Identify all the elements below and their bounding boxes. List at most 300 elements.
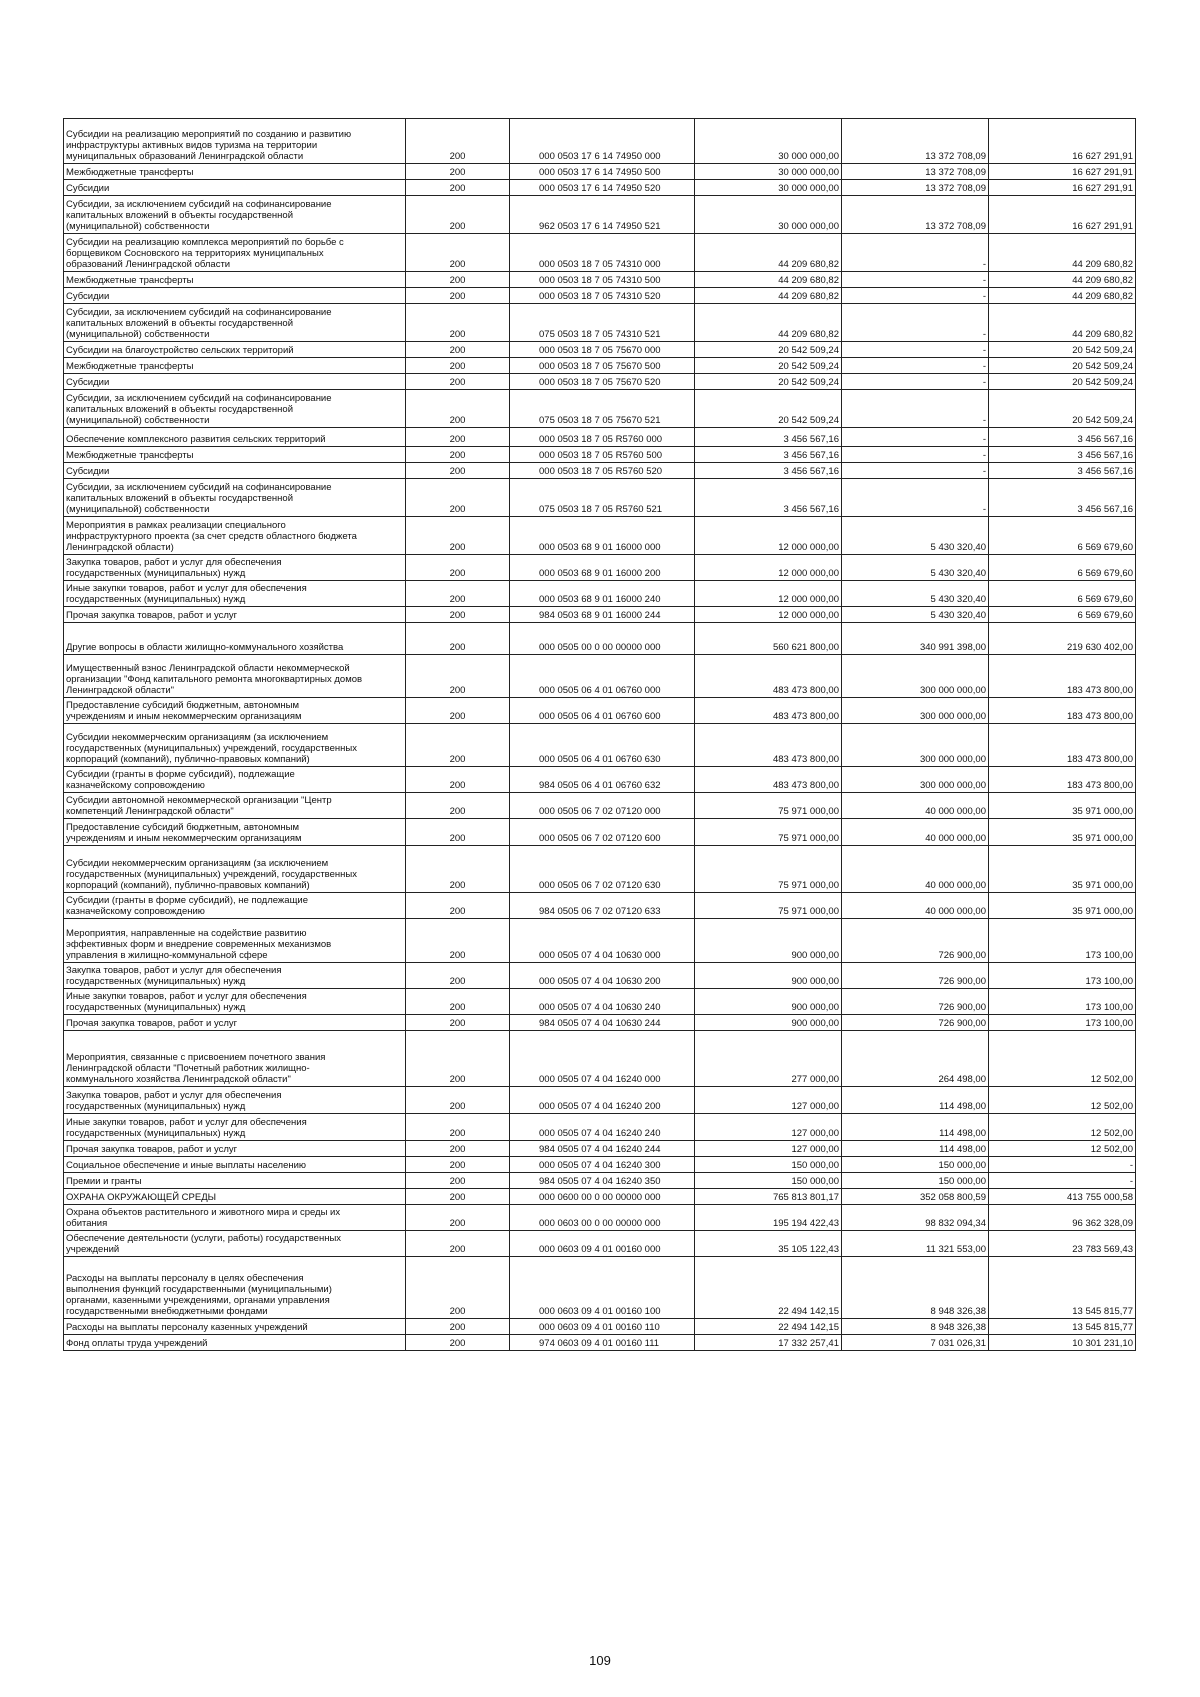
approved-amount-cell: 20 542 509,24: [695, 390, 842, 428]
table-row: [64, 164, 1136, 180]
approved-amount-cell: 483 473 800,00: [695, 724, 842, 767]
executed-amount-cell: 13 372 708,09: [842, 119, 989, 164]
remaining-amount-cell: 3 456 567,16: [989, 463, 1136, 479]
row-kbk-cell: 000 0503 18 7 05 R5760 500: [510, 447, 695, 463]
executed-amount-cell: -: [842, 304, 989, 342]
remaining-amount-cell: 16 627 291,91: [989, 196, 1136, 234]
row-kbk-cell: 000 0503 18 7 05 74310 500: [510, 272, 695, 288]
row-kbk-cell: 000 0503 18 7 05 75670 500: [510, 358, 695, 374]
row-name-cell: ОХРАНА ОКРУЖАЮЩЕЙ СРЕДЫ: [64, 1189, 406, 1205]
table-row: [64, 581, 1136, 607]
executed-amount-cell: 114 498,00: [842, 1114, 989, 1141]
table-row: [64, 390, 1136, 428]
table-row: [64, 180, 1136, 196]
executed-amount-cell: 300 000 000,00: [842, 655, 989, 698]
remaining-amount-cell: 44 209 680,82: [989, 304, 1136, 342]
table-row: [64, 358, 1136, 374]
remaining-amount-cell: 6 569 679,60: [989, 607, 1136, 623]
table-row: [64, 119, 1136, 164]
remaining-amount-cell: 6 569 679,60: [989, 555, 1136, 581]
approved-amount-cell: 30 000 000,00: [695, 164, 842, 180]
row-name-cell: Межбюджетные трансферты: [64, 447, 406, 463]
row-code-cell: 200: [406, 390, 510, 428]
approved-amount-cell: 20 542 509,24: [695, 374, 842, 390]
approved-amount-cell: 150 000,00: [695, 1173, 842, 1189]
row-name-cell: Субсидии на реализацию мероприятий по созданию и развитию инфраструктуры активных видов туризма на территории муниципальных образований Ленинградской области: [64, 119, 406, 164]
remaining-amount-cell: 20 542 509,24: [989, 374, 1136, 390]
approved-amount-cell: 75 971 000,00: [695, 819, 842, 846]
table-row: [64, 479, 1136, 517]
table-row: [64, 428, 1136, 447]
table-row: [64, 1173, 1136, 1189]
remaining-amount-cell: 183 473 800,00: [989, 655, 1136, 698]
remaining-amount-cell: 35 971 000,00: [989, 793, 1136, 819]
table-row: [64, 374, 1136, 390]
row-name-cell: Субсидии (гранты в форме субсидий), не подлежащие казначейскому сопровождению: [64, 893, 406, 919]
row-name-cell: Межбюджетные трансферты: [64, 358, 406, 374]
approved-amount-cell: 75 971 000,00: [695, 893, 842, 919]
row-code-cell: 200: [406, 819, 510, 846]
executed-amount-cell: 40 000 000,00: [842, 793, 989, 819]
row-code-cell: 200: [406, 1257, 510, 1319]
row-name-cell: Охрана объектов растительного и животного мира и среды их обитания: [64, 1205, 406, 1231]
row-name-cell: Субсидии: [64, 463, 406, 479]
remaining-amount-cell: 35 971 000,00: [989, 846, 1136, 893]
row-name-cell: Иные закупки товаров, работ и услуг для обеспечения государственных (муниципальных) нужд: [64, 989, 406, 1015]
executed-amount-cell: -: [842, 463, 989, 479]
row-name-cell: Иные закупки товаров, работ и услуг для обеспечения государственных (муниципальных) нужд: [64, 1114, 406, 1141]
row-name-cell: Субсидии автономной некоммерческой организации "Центр компетенций Ленинградской области": [64, 793, 406, 819]
remaining-amount-cell: 3 456 567,16: [989, 447, 1136, 463]
executed-amount-cell: -: [842, 288, 989, 304]
approved-amount-cell: 900 000,00: [695, 989, 842, 1015]
table-row: [64, 1031, 1136, 1087]
approved-amount-cell: 12 000 000,00: [695, 517, 842, 555]
approved-amount-cell: 483 473 800,00: [695, 698, 842, 724]
approved-amount-cell: 30 000 000,00: [695, 119, 842, 164]
row-kbk-cell: 000 0505 06 7 02 07120 630: [510, 846, 695, 893]
remaining-amount-cell: 413 755 000,58: [989, 1189, 1136, 1205]
remaining-amount-cell: 13 545 815,77: [989, 1257, 1136, 1319]
table-row: [64, 555, 1136, 581]
row-name-cell: Мероприятия, связанные с присвоением почетного звания Ленинградской области "Почетный работник жилищно- коммунального хозяйства Ленинградской области": [64, 1031, 406, 1087]
row-name-cell: Прочая закупка товаров, работ и услуг: [64, 607, 406, 623]
row-name-cell: Имущественный взнос Ленинградской области некоммерческой организации "Фонд капитального ремонта многоквартирных домов Ленинградской области": [64, 655, 406, 698]
approved-amount-cell: 44 209 680,82: [695, 272, 842, 288]
approved-amount-cell: 150 000,00: [695, 1157, 842, 1173]
remaining-amount-cell: 173 100,00: [989, 1015, 1136, 1031]
table-row: [64, 1335, 1136, 1351]
row-kbk-cell: 000 0503 17 6 14 74950 500: [510, 164, 695, 180]
table-row: [64, 304, 1136, 342]
row-name-cell: Закупка товаров, работ и услуг для обеспечения государственных (муниципальных) нужд: [64, 1087, 406, 1114]
row-name-cell: Субсидии некоммерческим организациям (за исключением государственных (муниципальных) учреждений, государственных корпораций (компаний), публично-правовых компаний): [64, 846, 406, 893]
row-kbk-cell: 000 0503 17 6 14 74950 520: [510, 180, 695, 196]
row-kbk-cell: 000 0603 09 4 01 00160 000: [510, 1231, 695, 1257]
approved-amount-cell: 35 105 122,43: [695, 1231, 842, 1257]
executed-amount-cell: 300 000 000,00: [842, 767, 989, 793]
executed-amount-cell: 5 430 320,40: [842, 581, 989, 607]
row-kbk-cell: 984 0505 07 4 04 10630 244: [510, 1015, 695, 1031]
remaining-amount-cell: 13 545 815,77: [989, 1319, 1136, 1335]
row-name-cell: Фонд оплаты труда учреждений: [64, 1335, 406, 1351]
remaining-amount-cell: 16 627 291,91: [989, 180, 1136, 196]
remaining-amount-cell: 35 971 000,00: [989, 893, 1136, 919]
row-code-cell: 200: [406, 447, 510, 463]
remaining-amount-cell: 96 362 328,09: [989, 1205, 1136, 1231]
executed-amount-cell: -: [842, 428, 989, 447]
executed-amount-cell: 114 498,00: [842, 1087, 989, 1114]
approved-amount-cell: 3 456 567,16: [695, 428, 842, 447]
approved-amount-cell: 30 000 000,00: [695, 196, 842, 234]
row-name-cell: Прочая закупка товаров, работ и услуг: [64, 1141, 406, 1157]
approved-amount-cell: 12 000 000,00: [695, 555, 842, 581]
executed-amount-cell: 114 498,00: [842, 1141, 989, 1157]
remaining-amount-cell: 12 502,00: [989, 1031, 1136, 1087]
row-kbk-cell: 075 0503 18 7 05 R5760 521: [510, 479, 695, 517]
remaining-amount-cell: 173 100,00: [989, 919, 1136, 963]
approved-amount-cell: 560 621 800,00: [695, 623, 842, 655]
executed-amount-cell: 5 430 320,40: [842, 607, 989, 623]
row-name-cell: Субсидии некоммерческим организациям (за исключением государственных (муниципальных) учреждений, государственных корпораций (компаний), публично-правовых компаний): [64, 724, 406, 767]
approved-amount-cell: 3 456 567,16: [695, 447, 842, 463]
executed-amount-cell: 11 321 553,00: [842, 1231, 989, 1257]
executed-amount-cell: 150 000,00: [842, 1173, 989, 1189]
row-name-cell: Закупка товаров, работ и услуг для обеспечения государственных (муниципальных) нужд: [64, 555, 406, 581]
approved-amount-cell: 900 000,00: [695, 963, 842, 989]
remaining-amount-cell: 20 542 509,24: [989, 358, 1136, 374]
row-code-cell: 200: [406, 288, 510, 304]
row-name-cell: Предоставление субсидий бюджетным, автономным учреждениям и иным некоммерческим организациям: [64, 819, 406, 846]
row-name-cell: Субсидии: [64, 180, 406, 196]
row-kbk-cell: 000 0505 06 4 01 06760 000: [510, 655, 695, 698]
row-code-cell: 200: [406, 607, 510, 623]
table-row: [64, 989, 1136, 1015]
row-kbk-cell: 000 0505 00 0 00 00000 000: [510, 623, 695, 655]
row-kbk-cell: 000 0503 68 9 01 16000 240: [510, 581, 695, 607]
approved-amount-cell: 22 494 142,15: [695, 1319, 842, 1335]
executed-amount-cell: -: [842, 342, 989, 358]
row-code-cell: 200: [406, 272, 510, 288]
executed-amount-cell: 7 031 026,31: [842, 1335, 989, 1351]
row-name-cell: Субсидии, за исключением субсидий на софинансирование капитальных вложений в объекты государственной (муниципальной) собственности: [64, 196, 406, 234]
approved-amount-cell: 483 473 800,00: [695, 767, 842, 793]
table-row: [64, 655, 1136, 698]
row-code-cell: 200: [406, 1231, 510, 1257]
executed-amount-cell: 264 498,00: [842, 1031, 989, 1087]
remaining-amount-cell: 219 630 402,00: [989, 623, 1136, 655]
remaining-amount-cell: -: [989, 1173, 1136, 1189]
executed-amount-cell: 40 000 000,00: [842, 893, 989, 919]
row-name-cell: Предоставление субсидий бюджетным, автономным учреждениям и иным некоммерческим организациям: [64, 698, 406, 724]
approved-amount-cell: 12 000 000,00: [695, 581, 842, 607]
executed-amount-cell: 150 000,00: [842, 1157, 989, 1173]
remaining-amount-cell: 10 301 231,10: [989, 1335, 1136, 1351]
table-row: [64, 623, 1136, 655]
remaining-amount-cell: 183 473 800,00: [989, 767, 1136, 793]
approved-amount-cell: 765 813 801,17: [695, 1189, 842, 1205]
executed-amount-cell: 13 372 708,09: [842, 180, 989, 196]
row-kbk-cell: 000 0503 18 7 05 74310 520: [510, 288, 695, 304]
row-code-cell: 200: [406, 119, 510, 164]
row-kbk-cell: 000 0505 06 4 01 06760 630: [510, 724, 695, 767]
table-row: [64, 767, 1136, 793]
row-code-cell: 200: [406, 374, 510, 390]
row-name-cell: Социальное обеспечение и иные выплаты населению: [64, 1157, 406, 1173]
approved-amount-cell: 30 000 000,00: [695, 180, 842, 196]
approved-amount-cell: 44 209 680,82: [695, 288, 842, 304]
executed-amount-cell: -: [842, 374, 989, 390]
table-row: [64, 846, 1136, 893]
approved-amount-cell: 22 494 142,15: [695, 1257, 842, 1319]
approved-amount-cell: 483 473 800,00: [695, 655, 842, 698]
executed-amount-cell: 5 430 320,40: [842, 555, 989, 581]
row-code-cell: 200: [406, 555, 510, 581]
row-code-cell: 200: [406, 1141, 510, 1157]
row-kbk-cell: 000 0505 06 4 01 06760 600: [510, 698, 695, 724]
table-row: [64, 1157, 1136, 1173]
row-name-cell: Мероприятия в рамках реализации специального инфраструктурного проекта (за счет средств областного бюджета Ленинградской области): [64, 517, 406, 555]
executed-amount-cell: -: [842, 479, 989, 517]
executed-amount-cell: 352 058 800,59: [842, 1189, 989, 1205]
row-kbk-cell: 984 0505 07 4 04 16240 244: [510, 1141, 695, 1157]
row-kbk-cell: 984 0505 07 4 04 16240 350: [510, 1173, 695, 1189]
executed-amount-cell: -: [842, 447, 989, 463]
remaining-amount-cell: 12 502,00: [989, 1141, 1136, 1157]
row-kbk-cell: 000 0600 00 0 00 00000 000: [510, 1189, 695, 1205]
approved-amount-cell: 195 194 422,43: [695, 1205, 842, 1231]
approved-amount-cell: 20 542 509,24: [695, 342, 842, 358]
row-kbk-cell: 075 0503 18 7 05 74310 521: [510, 304, 695, 342]
executed-amount-cell: 726 900,00: [842, 919, 989, 963]
row-kbk-cell: 075 0503 18 7 05 75670 521: [510, 390, 695, 428]
row-name-cell: Закупка товаров, работ и услуг для обеспечения государственных (муниципальных) нужд: [64, 963, 406, 989]
executed-amount-cell: 13 372 708,09: [842, 196, 989, 234]
executed-amount-cell: 40 000 000,00: [842, 819, 989, 846]
row-code-cell: 200: [406, 893, 510, 919]
approved-amount-cell: 20 542 509,24: [695, 358, 842, 374]
row-code-cell: 200: [406, 963, 510, 989]
row-kbk-cell: 000 0505 07 4 04 10630 200: [510, 963, 695, 989]
row-name-cell: Субсидии, за исключением субсидий на софинансирование капитальных вложений в объекты государственной (муниципальной) собственности: [64, 479, 406, 517]
row-name-cell: Обеспечение комплексного развития сельских территорий: [64, 428, 406, 447]
row-name-cell: Субсидии: [64, 374, 406, 390]
executed-amount-cell: -: [842, 358, 989, 374]
row-kbk-cell: 000 0505 07 4 04 16240 000: [510, 1031, 695, 1087]
row-code-cell: 200: [406, 655, 510, 698]
executed-amount-cell: 40 000 000,00: [842, 846, 989, 893]
table-row: [64, 724, 1136, 767]
row-kbk-cell: 000 0505 07 4 04 16240 200: [510, 1087, 695, 1114]
row-code-cell: 200: [406, 234, 510, 272]
row-code-cell: 200: [406, 196, 510, 234]
remaining-amount-cell: 16 627 291,91: [989, 164, 1136, 180]
table-row: [64, 1114, 1136, 1141]
row-kbk-cell: 984 0505 06 4 01 06760 632: [510, 767, 695, 793]
approved-amount-cell: 3 456 567,16: [695, 463, 842, 479]
remaining-amount-cell: 44 209 680,82: [989, 234, 1136, 272]
row-code-cell: 200: [406, 463, 510, 479]
table-row: [64, 819, 1136, 846]
remaining-amount-cell: 6 569 679,60: [989, 517, 1136, 555]
page-number: 109: [589, 1653, 611, 1668]
row-kbk-cell: 962 0503 17 6 14 74950 521: [510, 196, 695, 234]
row-kbk-cell: 000 0503 18 7 05 R5760 520: [510, 463, 695, 479]
row-code-cell: 200: [406, 428, 510, 447]
remaining-amount-cell: 183 473 800,00: [989, 698, 1136, 724]
executed-amount-cell: 726 900,00: [842, 1015, 989, 1031]
executed-amount-cell: -: [842, 234, 989, 272]
table-row: [64, 1189, 1136, 1205]
table-row: [64, 1015, 1136, 1031]
row-name-cell: Субсидии (гранты в форме субсидий), подлежащие казначейскому сопровождению: [64, 767, 406, 793]
remaining-amount-cell: -: [989, 1157, 1136, 1173]
approved-amount-cell: 44 209 680,82: [695, 304, 842, 342]
remaining-amount-cell: 173 100,00: [989, 989, 1136, 1015]
row-code-cell: 200: [406, 164, 510, 180]
row-code-cell: 200: [406, 304, 510, 342]
row-kbk-cell: 000 0503 17 6 14 74950 000: [510, 119, 695, 164]
table-row: [64, 1319, 1136, 1335]
row-code-cell: 200: [406, 180, 510, 196]
row-code-cell: 200: [406, 358, 510, 374]
row-kbk-cell: 000 0503 18 7 05 R5760 000: [510, 428, 695, 447]
table-row: [64, 288, 1136, 304]
row-name-cell: Прочая закупка товаров, работ и услуг: [64, 1015, 406, 1031]
row-code-cell: 200: [406, 1189, 510, 1205]
table-row: [64, 1087, 1136, 1114]
remaining-amount-cell: 44 209 680,82: [989, 288, 1136, 304]
row-kbk-cell: 000 0503 18 7 05 75670 000: [510, 342, 695, 358]
row-kbk-cell: 000 0503 68 9 01 16000 000: [510, 517, 695, 555]
executed-amount-cell: 340 991 398,00: [842, 623, 989, 655]
row-kbk-cell: 974 0603 09 4 01 00160 111: [510, 1335, 695, 1351]
row-name-cell: Субсидии, за исключением субсидий на софинансирование капитальных вложений в объекты государственной (муниципальной) собственности: [64, 304, 406, 342]
approved-amount-cell: 127 000,00: [695, 1087, 842, 1114]
remaining-amount-cell: 44 209 680,82: [989, 272, 1136, 288]
row-code-cell: 200: [406, 698, 510, 724]
row-name-cell: Межбюджетные трансферты: [64, 164, 406, 180]
approved-amount-cell: 127 000,00: [695, 1141, 842, 1157]
row-name-cell: Другие вопросы в области жилищно-коммунального хозяйства: [64, 623, 406, 655]
remaining-amount-cell: 20 542 509,24: [989, 342, 1136, 358]
row-kbk-cell: 000 0503 68 9 01 16000 200: [510, 555, 695, 581]
executed-amount-cell: 726 900,00: [842, 989, 989, 1015]
row-code-cell: 200: [406, 1173, 510, 1189]
row-kbk-cell: 000 0505 06 7 02 07120 600: [510, 819, 695, 846]
row-kbk-cell: 000 0603 09 4 01 00160 100: [510, 1257, 695, 1319]
row-code-cell: 200: [406, 919, 510, 963]
budget-execution-table: [63, 118, 1136, 1351]
row-code-cell: 200: [406, 846, 510, 893]
row-code-cell: 200: [406, 1015, 510, 1031]
row-kbk-cell: 000 0603 09 4 01 00160 110: [510, 1319, 695, 1335]
approved-amount-cell: 277 000,00: [695, 1031, 842, 1087]
row-name-cell: Межбюджетные трансферты: [64, 272, 406, 288]
approved-amount-cell: 75 971 000,00: [695, 793, 842, 819]
table-row: [64, 272, 1136, 288]
row-code-cell: 200: [406, 767, 510, 793]
remaining-amount-cell: 3 456 567,16: [989, 479, 1136, 517]
table-row: [64, 1205, 1136, 1231]
row-kbk-cell: 000 0503 18 7 05 75670 520: [510, 374, 695, 390]
row-code-cell: 200: [406, 1114, 510, 1141]
row-kbk-cell: 000 0503 18 7 05 74310 000: [510, 234, 695, 272]
executed-amount-cell: 8 948 326,38: [842, 1257, 989, 1319]
approved-amount-cell: 75 971 000,00: [695, 846, 842, 893]
row-code-cell: 200: [406, 1157, 510, 1173]
remaining-amount-cell: 3 456 567,16: [989, 428, 1136, 447]
row-kbk-cell: 984 0505 06 7 02 07120 633: [510, 893, 695, 919]
table-row: [64, 517, 1136, 555]
row-kbk-cell: 000 0505 07 4 04 10630 240: [510, 989, 695, 1015]
table-row: [64, 342, 1136, 358]
row-code-cell: 200: [406, 1335, 510, 1351]
executed-amount-cell: 726 900,00: [842, 963, 989, 989]
table-row: [64, 1141, 1136, 1157]
remaining-amount-cell: 173 100,00: [989, 963, 1136, 989]
remaining-amount-cell: 12 502,00: [989, 1087, 1136, 1114]
row-name-cell: Мероприятия, направленные на содействие развитию эффективных форм и внедрение современных механизмов управления в жилищно-коммунальной сфере: [64, 919, 406, 963]
approved-amount-cell: 127 000,00: [695, 1114, 842, 1141]
row-name-cell: Иные закупки товаров, работ и услуг для обеспечения государственных (муниципальных) нужд: [64, 581, 406, 607]
row-name-cell: Обеспечение деятельности (услуги, работы) государственных учреждений: [64, 1231, 406, 1257]
row-kbk-cell: 000 0505 07 4 04 16240 240: [510, 1114, 695, 1141]
row-code-cell: 200: [406, 1319, 510, 1335]
row-name-cell: Премии и гранты: [64, 1173, 406, 1189]
row-code-cell: 200: [406, 342, 510, 358]
approved-amount-cell: 3 456 567,16: [695, 479, 842, 517]
row-name-cell: Субсидии на реализацию комплекса мероприятий по борьбе с борщевиком Сосновского на территориях муниципальных образований Ленинградской области: [64, 234, 406, 272]
row-name-cell: Расходы на выплаты персоналу в целях обеспечения выполнения функций государственными (муниципальными) органами, казенными учреждениями, органами управления государственными внебюджетными фондами: [64, 1257, 406, 1319]
table-row: [64, 1257, 1136, 1319]
row-code-cell: 200: [406, 623, 510, 655]
approved-amount-cell: 17 332 257,41: [695, 1335, 842, 1351]
executed-amount-cell: 5 430 320,40: [842, 517, 989, 555]
remaining-amount-cell: 6 569 679,60: [989, 581, 1136, 607]
remaining-amount-cell: 35 971 000,00: [989, 819, 1136, 846]
executed-amount-cell: 13 372 708,09: [842, 164, 989, 180]
row-name-cell: Субсидии, за исключением субсидий на софинансирование капитальных вложений в объекты государственной (муниципальной) собственности: [64, 390, 406, 428]
row-code-cell: 200: [406, 517, 510, 555]
table-row: [64, 196, 1136, 234]
row-kbk-cell: 000 0505 07 4 04 10630 000: [510, 919, 695, 963]
row-code-cell: 200: [406, 793, 510, 819]
approved-amount-cell: 900 000,00: [695, 1015, 842, 1031]
row-name-cell: Расходы на выплаты персоналу казенных учреждений: [64, 1319, 406, 1335]
row-code-cell: 200: [406, 479, 510, 517]
row-kbk-cell: 000 0603 00 0 00 00000 000: [510, 1205, 695, 1231]
row-name-cell: Субсидии на благоустройство сельских территорий: [64, 342, 406, 358]
table-row: [64, 234, 1136, 272]
remaining-amount-cell: 20 542 509,24: [989, 390, 1136, 428]
table-row: [64, 893, 1136, 919]
row-code-cell: 200: [406, 1087, 510, 1114]
table-body: [64, 119, 1136, 1351]
executed-amount-cell: 8 948 326,38: [842, 1319, 989, 1335]
table-row: [64, 463, 1136, 479]
table-row: [64, 919, 1136, 963]
approved-amount-cell: 44 209 680,82: [695, 234, 842, 272]
table-row: [64, 698, 1136, 724]
remaining-amount-cell: 12 502,00: [989, 1114, 1136, 1141]
table-row: [64, 1231, 1136, 1257]
remaining-amount-cell: 23 783 569,43: [989, 1231, 1136, 1257]
executed-amount-cell: 300 000 000,00: [842, 724, 989, 767]
row-kbk-cell: 000 0505 06 7 02 07120 000: [510, 793, 695, 819]
row-code-cell: 200: [406, 1205, 510, 1231]
row-code-cell: 200: [406, 989, 510, 1015]
